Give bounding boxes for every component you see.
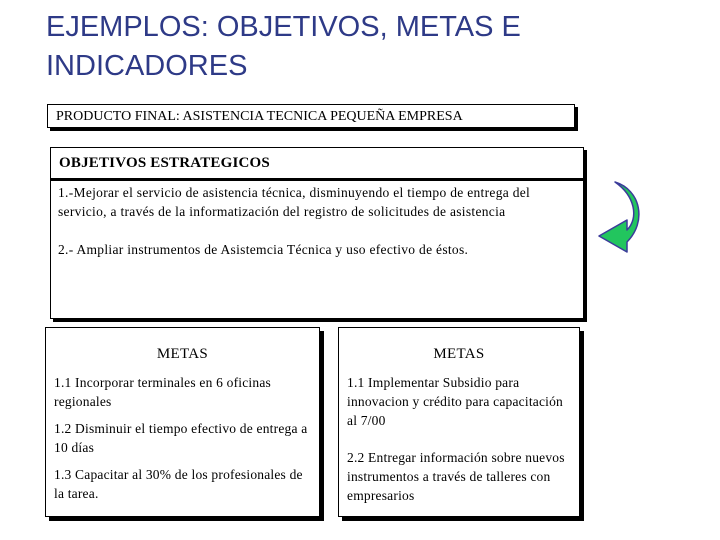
slide-title: EJEMPLOS: OBJETIVOS, METAS E INDICADORES [46,11,521,82]
product-box: PRODUCTO FINAL: ASISTENCIA TECNICA PEQUEÑA EMPRESA [47,104,575,128]
meta-item: 1.1 Implementar Subsidio para innovacion y crédito para capacitación al 7/00 [347,375,563,428]
meta-item: 1.2 Disminuir el tiempo efectivo de entrega a 10 días [54,421,308,455]
metas-right-box [338,327,580,517]
objective-item: 1.-Mejorar el servicio de asistencia técnica, disminuyendo el tiempo de entrega del servicio, a través de la informatización del registro de solicitudes de asistencia [58,185,531,219]
meta-item: 1.1 Incorporar terminales en 6 oficinas regionales [54,375,271,409]
meta-item: 1.3 Capacitar al 30% de los profesionales de la tarea. [54,467,303,501]
objectives-body [51,179,583,259]
meta-item: 2.2 Entregar información sobre nuevos instrumentos a través de talleres con empresarios [347,450,565,503]
metas-right-title: METAS [433,346,485,362]
objectives-header: OBJETIVOS ESTRATEGICOS [51,148,583,179]
curved-arrow-left-icon [597,180,647,260]
objective-item: 2.- Ampliar instrumentos de Asistemcia Técnica y uso efectivo de éstos. [58,242,469,257]
objectives-box [50,147,584,319]
metas-left-box [45,327,320,517]
metas-left-title: METAS [156,346,209,362]
